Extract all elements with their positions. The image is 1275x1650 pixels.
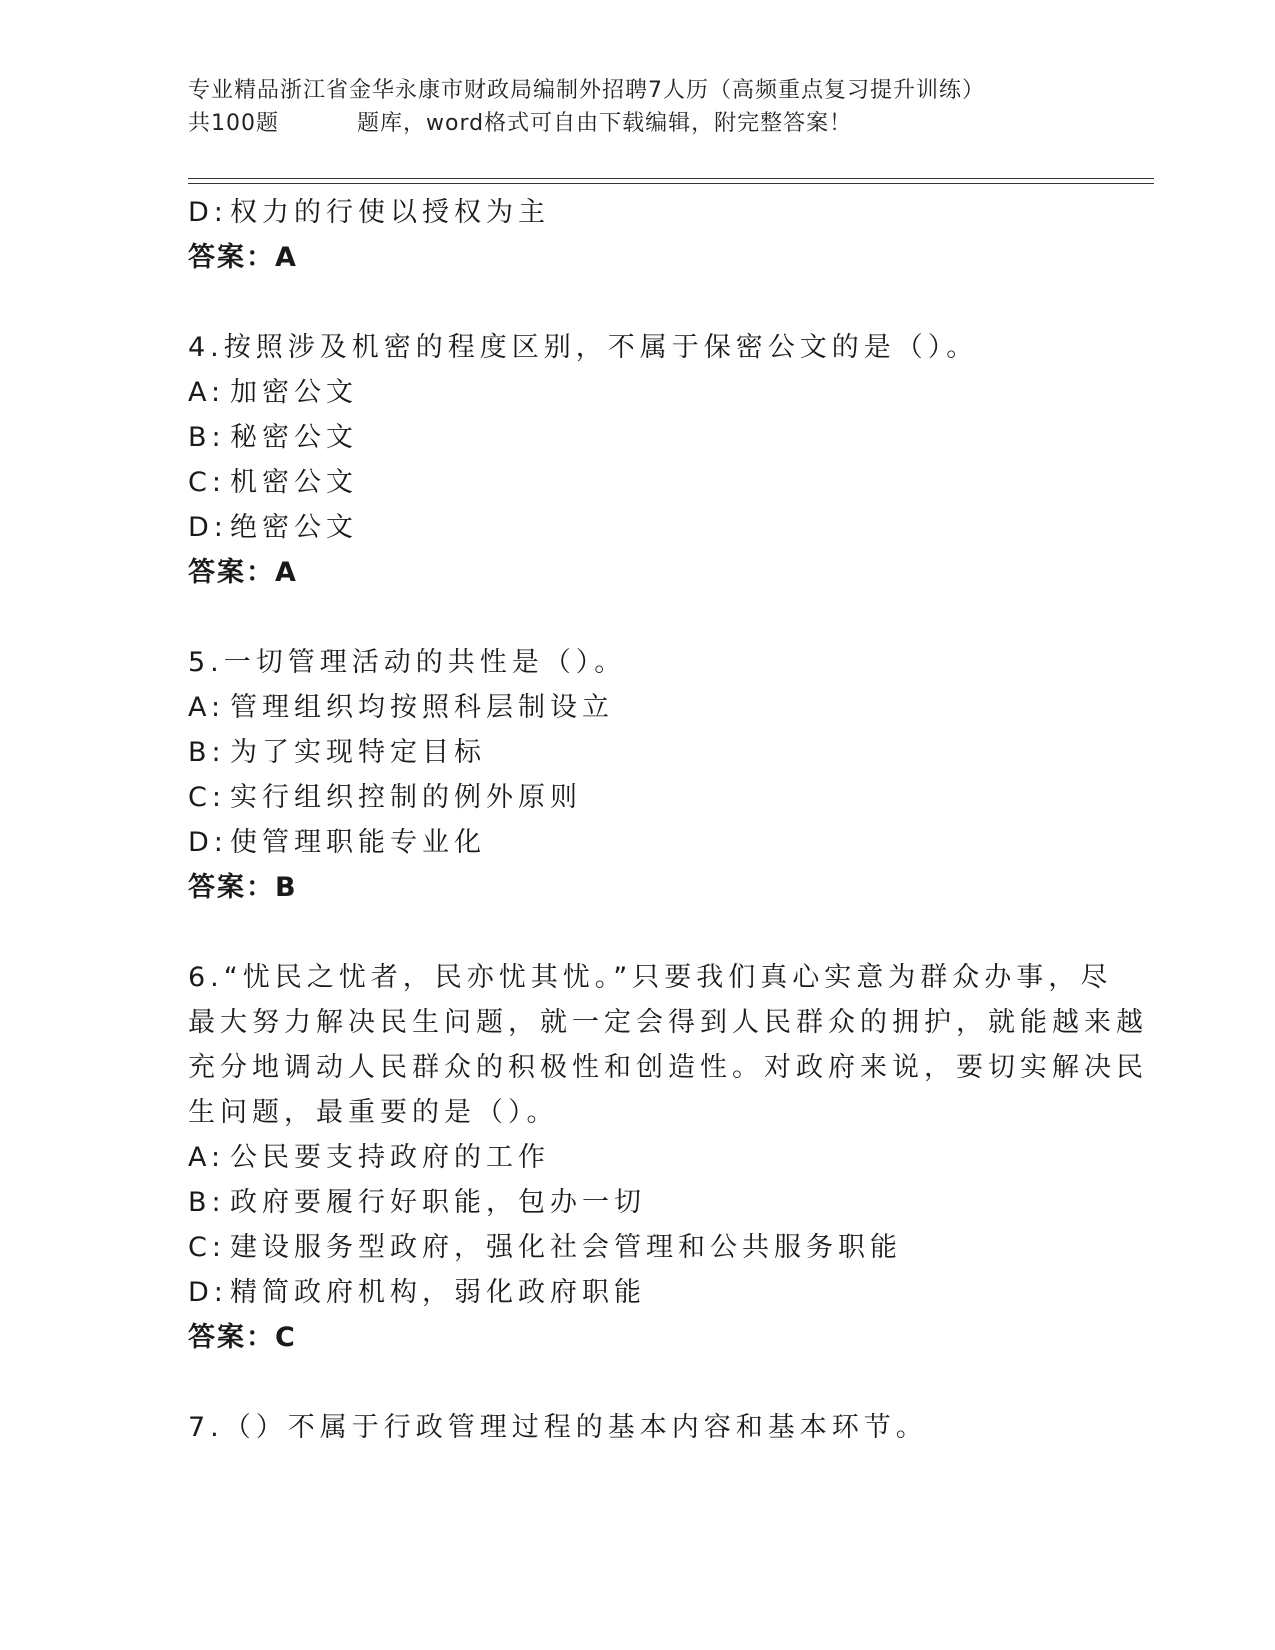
question-stem-line: 6.“忧民之忧者，民亦忧其忧。”只要我们真心实意为群众办事，尽 [188,962,1113,993]
option-c [188,1225,1068,1270]
option-c [188,775,1068,820]
option-b [188,730,1068,775]
option-text: 管理组织均按照科层制设立 [230,692,614,723]
answer-line: 答案：C [188,1322,297,1353]
option-a [188,1135,1068,1180]
option-text: 为了实现特定目标 [230,737,486,768]
option-label: A: [188,377,226,408]
answer-line: 答案：A [188,557,298,588]
question-stem: 7.（）不属于行政管理过程的基本内容和基本环节。 [188,1412,928,1443]
option-text: 秘密公文 [230,422,358,453]
option-d [188,1270,1068,1315]
option-a [188,370,1068,415]
option-label: B: [188,737,226,768]
option-text: 实行组织控制的例外原则 [230,782,582,813]
option-label: C: [188,467,226,498]
header-divider-top [188,178,1154,179]
option-label: C: [188,782,226,813]
option-label: D: [188,512,228,543]
option-d [188,190,1068,235]
option-text: 精简政府机构，弱化政府职能 [230,1277,646,1308]
option-text: 建设服务型政府，强化社会管理和公共服务职能 [230,1232,902,1263]
option-label: D: [188,197,228,228]
option-label: A: [188,1142,226,1173]
answer-line: 答案：A [188,242,298,273]
document-header [188,74,1068,140]
option-text: 公民要支持政府的工作 [230,1142,550,1173]
option-text: 绝密公文 [230,512,358,543]
option-d [188,505,1068,550]
option-c [188,460,1068,505]
question-5 [188,640,1068,910]
option-text: 机密公文 [230,467,358,498]
option-a [188,685,1068,730]
option-b [188,415,1068,460]
question-stem: 5.一切管理活动的共性是（）。 [188,647,627,678]
question-stem-line: 最大努力解决民生问题，就一定会得到人民群众的拥护，就能越来越 [188,1007,1148,1038]
option-text: 加密公文 [230,377,358,408]
option-label: C: [188,1232,226,1263]
header-description: 题库，word格式可自由下载编辑，附完整答案！ [357,111,853,136]
option-text: 政府要履行好职能，包办一切 [230,1187,646,1218]
option-text: 使管理职能专业化 [230,827,486,858]
question-6 [188,955,1148,1360]
question-stem-line: 生问题，最重要的是（）。 [188,1097,559,1128]
header-question-count: 共100题 [188,111,279,136]
question-content [188,190,1148,1450]
header-title-line2 [188,107,1068,140]
option-label: D: [188,1277,228,1308]
question-7 [188,1405,1068,1450]
question-stem-line: 充分地调动人民群众的积极性和创造性。对政府来说，要切实解决民 [188,1052,1148,1083]
option-label: D: [188,827,228,858]
option-text: 权力的行使以授权为主 [230,197,550,228]
option-label: A: [188,692,226,723]
header-title-line1: 专业精品浙江省金华永康市财政局编制外招聘7人历（高频重点复习提升训练） [188,78,985,103]
option-d [188,820,1068,865]
question-4 [188,325,1068,595]
question-stem: 4.按照涉及机密的程度区别，不属于保密公文的是（）。 [188,332,979,363]
option-label: B: [188,1187,226,1218]
answer-line: 答案：B [188,872,298,903]
option-b [188,1180,1068,1225]
header-divider-bottom [188,183,1154,184]
option-label: B: [188,422,226,453]
